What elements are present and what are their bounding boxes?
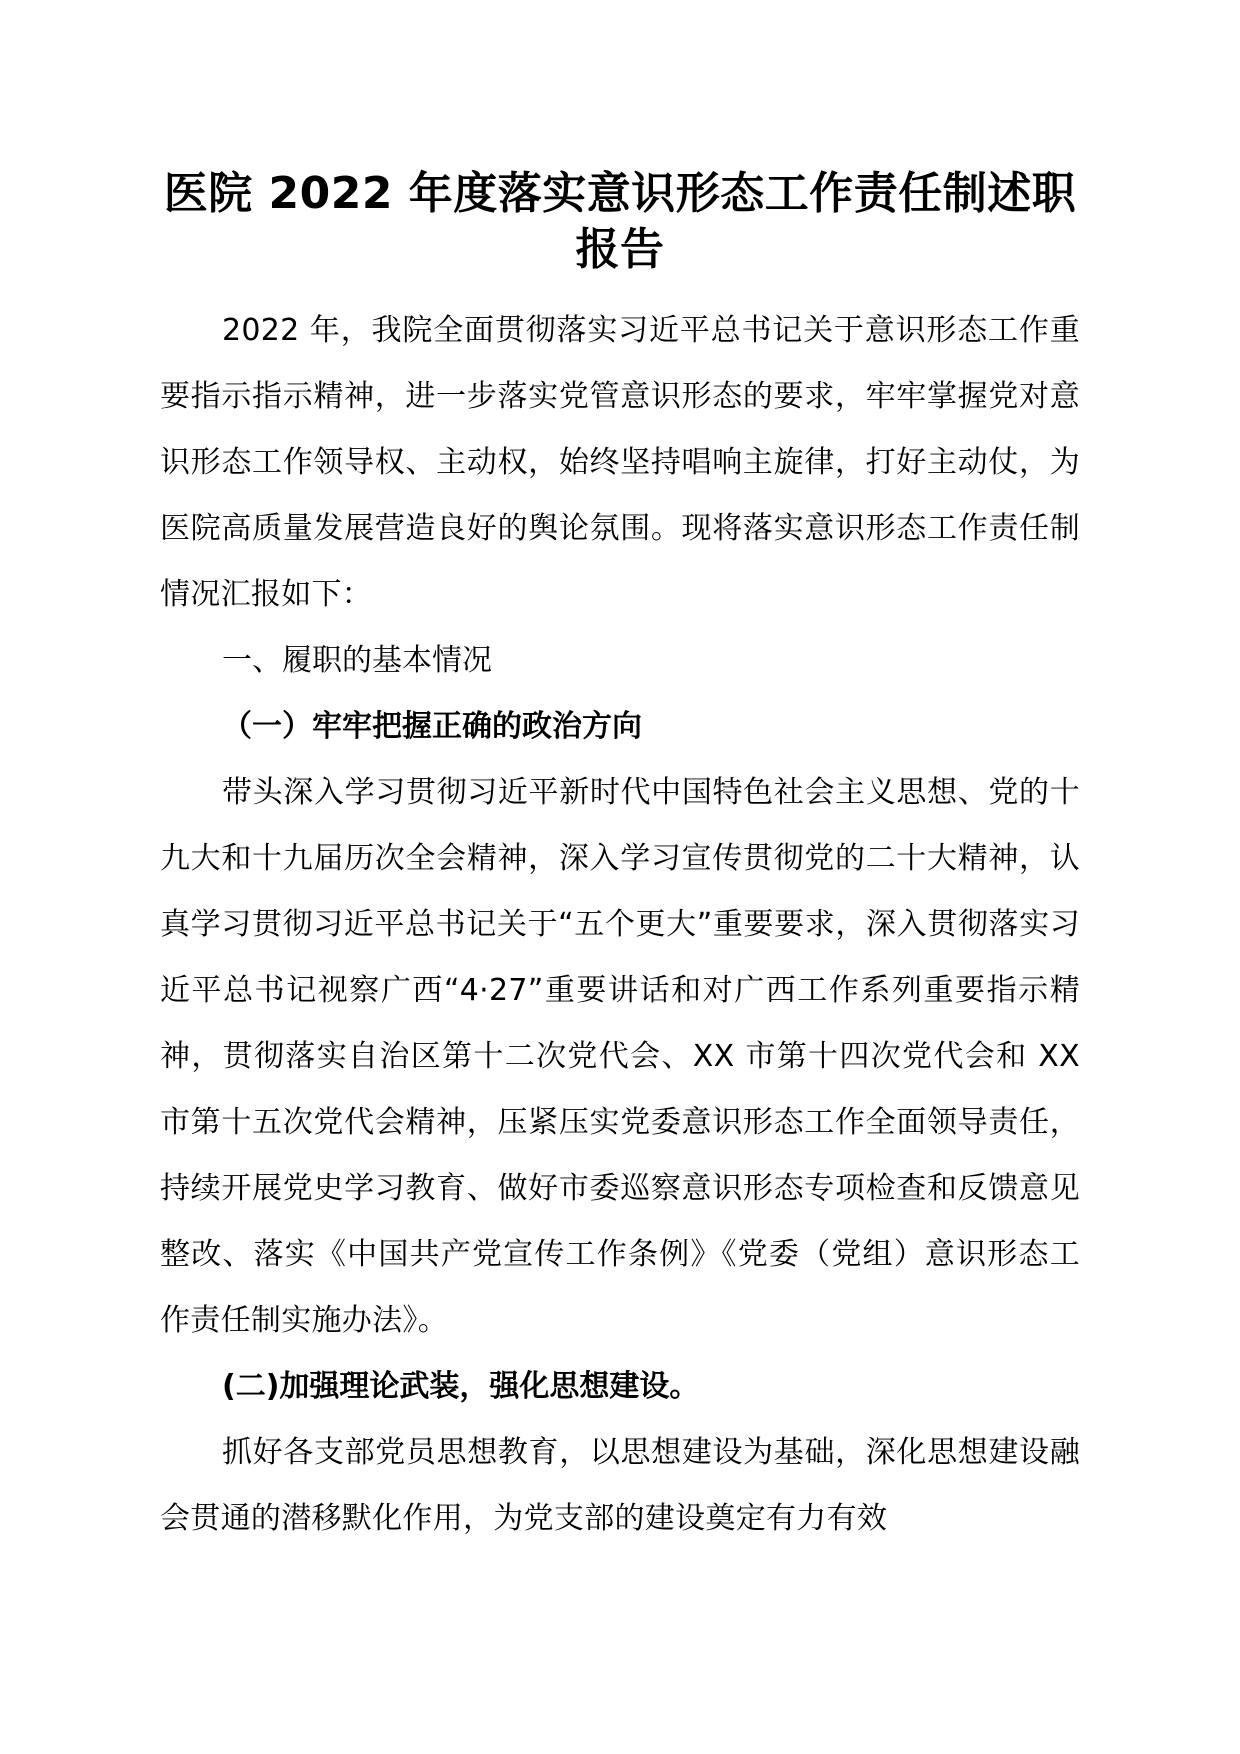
subsection-2-paragraph: 抓好各支部党员思想教育，以思想建设为基础，深化思想建设融会贯通的潜移默化作用，为党支部的建设奠定有力有效 bbox=[160, 1435, 1080, 1536]
document-title: 医院 2022 年度落实意识形态工作责任制述职报告 bbox=[163, 168, 1077, 275]
subsection-1-paragraph: 带头深入学习贯彻习近平新时代中国特色社会主义思想、党的十九大和十九届历次全会精神，深入学习宣传贯彻党的二十大精神，认真学习贯彻习近平总书记关于“五个更大”重要要求，深入贯彻落实习近平总书记视察广西“4·27”重要讲话和对广西工作系列重要指示精神，贯彻落实自治区第十二次党代会、XX 市第十四次党代会和 XX 市第十五次党代会精神，压紧压实党委意识形态工作全面领导责任，持续开展党史学习教育、做好市委巡察意识形态专项检查和反馈意见整改、落实《中国共产党宣传工作条例》《党委（党组）意识形态工作责任制实施办法》。 bbox=[160, 775, 1080, 1338]
document-body bbox=[160, 298, 1080, 1552]
subsection-heading-1: （一）牢牢把握正确的政治方向 bbox=[222, 709, 642, 744]
section-heading-1: 一、履职的基本情况 bbox=[222, 643, 492, 678]
intro-paragraph: 2022 年，我院全面贯彻落实习近平总书记关于意识形态工作重要指示指示精神，进一步落实党管意识形态的要求，牢牢掌握党对意识形态工作领导权、主动权，始终坚持唱响主旋律，打好主动仗，为医院高质量发展营造良好的舆论氛围。现将落实意识形态工作责任制情况汇报如下： bbox=[160, 313, 1080, 612]
subsection-heading-2: (二)加强理论武装，强化思想建设。 bbox=[222, 1369, 700, 1404]
